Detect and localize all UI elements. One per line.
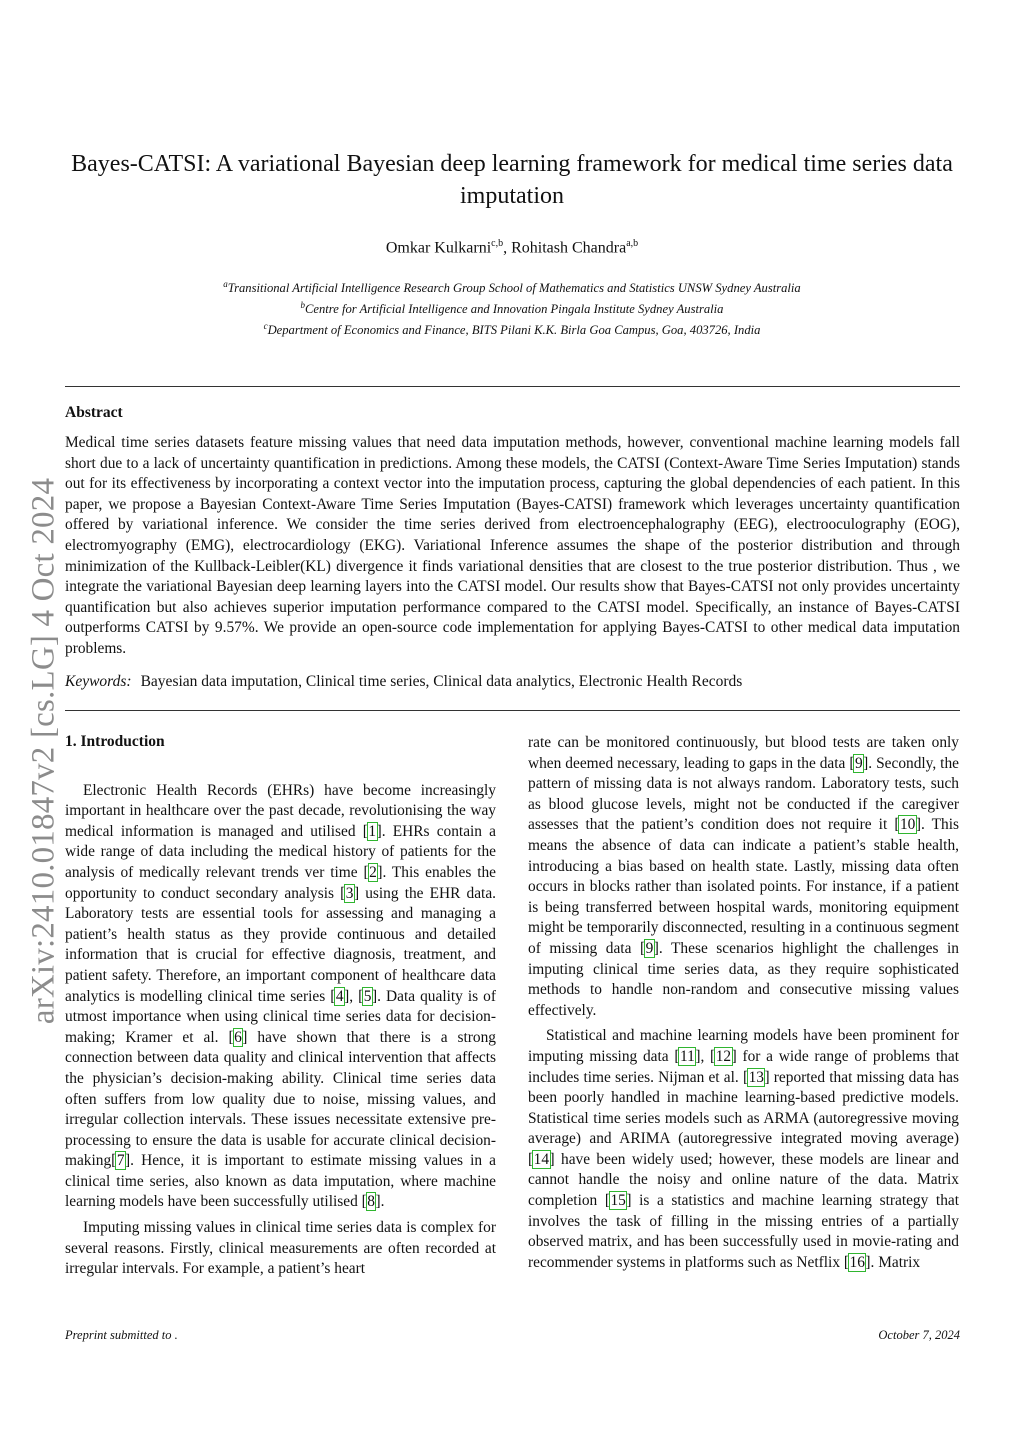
- paragraph-text: . This means the absence of data can indicate a patient’s stable health, introducing a bias based on health state. Lastly, missing data often occurs in blocks rather than isolated points. For instance, if a patient is being transferred between hospital wards, monitoring equipment might be temporarily disconnected, resulting in a continuous segment of missing data: [528, 816, 959, 957]
- paragraph-text: ,: [349, 987, 359, 1005]
- paragraph-text: rate can be monitored continuously, but blood tests are taken only when deemed necessary, leading to gaps in the data: [528, 734, 959, 772]
- affiliation-line: [70, 276, 954, 297]
- citation-link[interactable]: 7: [116, 1152, 125, 1170]
- author-affiliation-mark: a,b: [626, 238, 639, 249]
- intro-paragraph-2: Imputing missing values in clinical time series data is complex for several reasons. Firstly, clinical measurements are often recorded at irregular intervals. For example, a patient’s heart: [65, 1219, 496, 1278]
- paragraph-text: . These scenarios highlight the challenges in imputing clinical time series data, as they require sophisticated methods to handle non-random and consecutive missing values effectively.: [528, 939, 959, 1019]
- affiliation-line: [70, 297, 954, 318]
- citation-link[interactable]: 6: [234, 1028, 242, 1046]
- left-column: [65, 732, 496, 1280]
- paragraph-text: is a statistics and machine learning strategy that involves the task of filling in the missing entries of a partially observed matrix, and has been successfully used in movie-rating and recommender systems in platforms such as Netflix: [528, 1192, 959, 1271]
- keywords-label: Keywords:: [65, 673, 132, 690]
- intro-paragraph-1: Electronic Health Records (EHRs) have become increasingly important in healthcare over the past decade, revolutionising the way medical information is managed and utilised [1]. EHRs contain a wide range of data including the medical history of patients for the analysis of medically relevant trends ver time [2]. This enables the opportunity to conduct secondary analysis [3] using the EHR data. Laboratory tests are essential tools for assessing and managing a patient’s health status as they provide continuous and detailed information that is crucial for effective diagnosis, treatment, and patient safety. Therefore, an important component of healthcare data analytics is modelling clinical time series [4], [5]. Data quality is of utmost importance when using clinical time series data for decision-making; Kramer et al. [6] have shown that there is a strong connection between data quality and clinical intervention that affects the physician’s decision-making ability. Clinical time series data often suffers from low quality due to noise, missing values, and irregular collection intervals. These issues necessitate extensive pre-processing to ensure the data is usable for accurate clinical decision-making[7]. Hence, it is important to estimate missing values in a clinical time series, also known as data imputation, where machine learning models have been successfully utilised [8].: [65, 781, 497, 1211]
- footer-preprint-note: Preprint submitted to .: [65, 1328, 178, 1342]
- section-heading-introduction: 1. Introduction: [65, 733, 165, 750]
- keywords-text: Bayesian data imputation, Clinical time series, Clinical data analytics, Electronic Health Records: [140, 673, 743, 690]
- citation-link[interactable]: 8: [367, 1193, 375, 1211]
- citation-link[interactable]: 9: [645, 939, 654, 957]
- citation-link[interactable]: 12: [715, 1047, 732, 1065]
- paragraph-text: . EHRs contain a wide range of data including the medical history of patients for the analysis of medically relevant trends ver time: [65, 822, 496, 881]
- intro-paragraph-3: rate can be monitored continuously, but blood tests are taken only when deemed necessary, leading to gaps in the data [9]. Secondly, the pattern of missing data is not always random. Laboratory tests, such as blood glucose levels, might not be conducted if the caregiver assesses that the patient’s condition does not require it [10]. This means the absence of data can indicate a patient’s stable health, introducing a bias based on health state. Lastly, missing data often occurs in blocks rather than isolated points. For instance, if a patient is being transferred between hospital wards, monitoring equipment might be temporarily disconnected, resulting in a continuous segment of missing data [9]. These scenarios highlight the challenges in imputing clinical time series data, as they require sophisticated methods to handle non-random and consecutive missing values effectively.: [528, 734, 959, 1019]
- citation-link[interactable]: 1: [368, 822, 377, 840]
- author-affiliation-mark: c,b: [491, 238, 504, 249]
- citation-link[interactable]: 10: [899, 816, 916, 834]
- author-separator: ,: [503, 239, 512, 257]
- citation-link[interactable]: 15: [610, 1192, 626, 1210]
- paragraph-text: Statistical and machine learning models have been prominent for imputing missing data: [528, 1027, 959, 1065]
- citation-link[interactable]: 16: [849, 1253, 865, 1271]
- abstract-text: Medical time series datasets feature missing values that need data imputation methods, however, conventional machine learning models fall short due to a lack of uncertainty quantification in predictions. Among these models, the CATSI (Context-Aware Time Series Imputation) stands out for its effectiveness by incorporating a context vector into the imputation process, capturing the global dependencies of each patient. In this paper, we propose a Bayesian Context-Aware Time Series Imputation (Bayes-CATSI) framework which leverages uncertainty quantification offered by variational inference. We consider the time series derived from electroencephalography (EEG), electrooculography (EOG), electromyography (EMG), electrocardiology (EKG). Variational Inference assumes the shape of the posterior distribution and through minimization of the Kullback-Leibler(KL) divergence it finds variational densities that are closest to the true posterior distribution. Thus , we integrate the variational Bayesian deep learning layers into the CATSI model. Our results show that Bayes-CATSI not only provides uncertainty quantification but also achieves superior imputation performance compared to the CATSI model. Specifically, an instance of Bayes-CATSI outperforms CATSI by 9.57%. We provide an open-source code implementation for applying Bayes-CATSI to other medical data imputation problems.: [65, 434, 960, 657]
- affiliation-line: [70, 318, 954, 339]
- arxiv-identifier: arXiv:2410.01847v2 [cs.LG] 4 Oct 2024: [25, 477, 62, 1025]
- citation-link[interactable]: 5: [363, 987, 372, 1005]
- citation-link[interactable]: 3: [345, 884, 354, 902]
- citation-link[interactable]: 14: [533, 1150, 550, 1168]
- paragraph-text: . Data quality is of utmost importance when using clinical time series data for decision-making; Kramer et al.: [65, 987, 497, 1046]
- paragraph-text: .: [380, 1193, 385, 1211]
- paragraph-text: have been widely used; however, these models are linear and cannot handle the noisy and online nature of the data. Matrix completion: [528, 1150, 959, 1210]
- affiliation-mark: c: [263, 321, 268, 332]
- citation-link[interactable]: 11: [679, 1047, 695, 1065]
- paragraph-text: reported that missing data has been poorly handled in machine learning-based predictive models. Statistical time series models such as ARMA (autoregressive moving average) and ARIMA (autoregressive integrated moving average): [528, 1068, 959, 1148]
- abstract-divider: [65, 710, 960, 711]
- affiliation-text: Transitional Artificial Intelligence Research Group School of Mathematics and Statistics UNSW Sydney Australia: [227, 281, 801, 296]
- citation-link[interactable]: 13: [748, 1068, 764, 1086]
- paper-title: Bayes-CATSI: A variational Bayesian deep learning framework for medical time series data imputation: [71, 151, 953, 209]
- right-column: [528, 733, 959, 1273]
- intro-paragraph-4: Statistical and machine learning models have been prominent for imputing missing data [11], [12] for a wide range of problems that includes time series. Nijman et al. [13] reported that missing data has been poorly handled in machine learning-based predictive models. Statistical time series models such as ARMA (autoregressive moving average) and ARIMA (autoregressive integrated moving average) [14] have been widely used; however, these models are linear and cannot handle the noisy and online nature of the data. Matrix completion [15] is a statistics and machine learning strategy that involves the task of filling in the missing entries of a partially observed matrix, and has been successfully used in movie-rating and recommender systems in platforms such as Netflix [16]. Matrix: [528, 1027, 959, 1271]
- citation-link[interactable]: 2: [369, 863, 377, 881]
- paragraph-text: ,: [700, 1047, 711, 1065]
- paragraph-text: using the EHR data. Laboratory tests are essential tools for assessing and managing a patient’s health status as they provide continuous and detailed information that is crucial for effective diagnosis, treatment, and patient safety. Therefore, an important component of healthcare data analytics is modelling clinical time series: [65, 884, 496, 1005]
- author-list: [70, 238, 954, 257]
- citation-link[interactable]: 4: [335, 987, 344, 1005]
- author-name: Rohitash Chandra: [511, 239, 627, 257]
- header-divider: [65, 386, 960, 387]
- paragraph-text: have shown that there is a strong connection between data quality and clinical intervention that affects the physician’s decision-making ability. Clinical time series data often suffers from low quality due to noise, missing values, and irregular collection intervals. These issues necessitate extensive pre-processing to ensure the data is usable for accurate clinical decision-making: [65, 1028, 496, 1170]
- author-name: Omkar Kulkarni: [385, 239, 492, 257]
- affiliation-mark: a: [223, 279, 228, 289]
- footer-date: October 7, 2024: [878, 1328, 960, 1342]
- affiliation-text: Centre for Artificial Intelligence and Innovation Pingala Institute Sydney Australia: [305, 302, 724, 317]
- paragraph-text: . Secondly, the pattern of missing data is not always random. Laboratory tests, such as blood glucose levels, might not be conducted if the caregiver assesses that the patient’s condition does not require it: [528, 754, 959, 834]
- keywords: [65, 673, 960, 691]
- paragraph-text: . This enables the opportunity to conduct secondary analysis: [65, 863, 496, 902]
- paragraph-text: . Matrix: [870, 1253, 921, 1271]
- affiliation-text: Department of Economics and Finance, BITS Pilani K.K. Birla Goa Campus, Goa, 403726, India: [267, 323, 761, 338]
- abstract-heading: Abstract: [65, 404, 123, 421]
- affiliation-list: [70, 276, 954, 340]
- paragraph-text: Electronic Health Records (EHRs) have become increasingly important in healthcare over the past decade, revolutionising the way medical information is managed and utilised: [65, 781, 496, 840]
- paragraph-text: . Hence, it is important to estimate missing values in a clinical time series, also known as data imputation, where machine learning models have been successfully utilised: [65, 1152, 496, 1211]
- affiliation-mark: b: [300, 300, 306, 311]
- paragraph-text: for a wide range of problems that includes time series. Nijman et al.: [528, 1047, 959, 1086]
- citation-link[interactable]: 9: [854, 754, 863, 772]
